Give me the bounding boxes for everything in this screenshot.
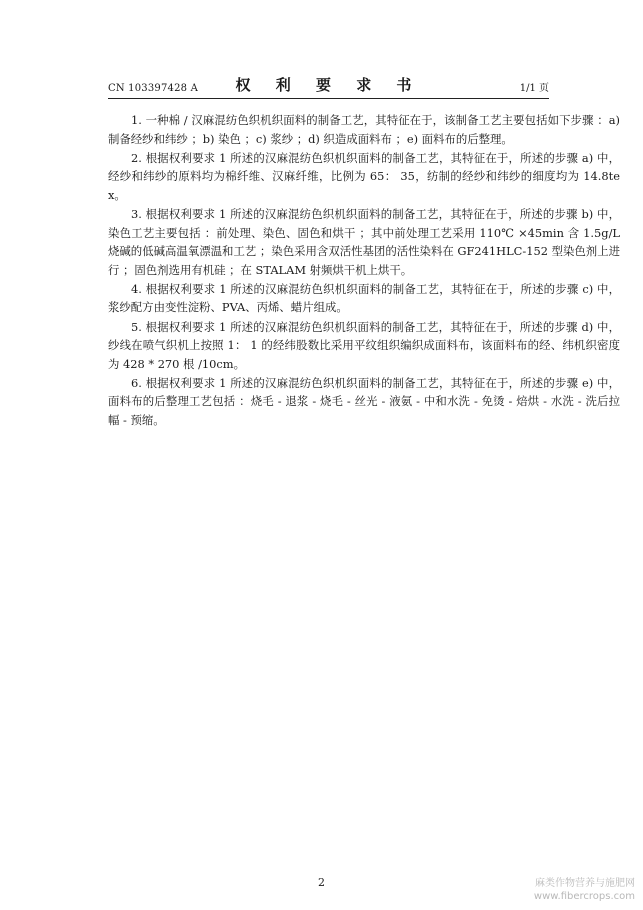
claims-body	[108, 111, 620, 430]
claim-4: 4. 根据权利要求 1 所述的汉麻混纺色织机织面料的制备工艺，其特征在于，所述的步骤 c) 中，浆纱配方由变性淀粉、PVA、丙烯、蜡片组成。	[108, 281, 620, 315]
page-number: 2	[318, 876, 325, 889]
claim-3: 3. 根据权利要求 1 所述的汉麻混纺色织机织面料的制备工艺，其特征在于，所述的步骤 b) 中，染色工艺主要包括 ：前处理、染色、固色和烘干 ；其中前处理工艺采用 110℃ ×45min 含 1.5g/L 烧碱的低碱高温氧漂温和工艺 ；染色采用含双活性基团的活性染料在 GF241HLC-152 型染色剂上进行 ；固色剂选用有机硅 ；在 STALAM 射频烘干机上烘干。	[108, 206, 620, 277]
watermark-url: www.fibercrops.com	[533, 891, 635, 902]
watermark	[534, 877, 635, 903]
watermark-site-name: 麻类作物营养与施肥网	[535, 878, 635, 889]
document-title: 权 利 要 求 书	[235, 76, 422, 94]
page-header	[108, 74, 549, 99]
claim-1: 1. 一种棉 / 汉麻混纺色织机织面料的制备工艺，其特征在于，该制备工艺主要包括如下步骤 ：a) 制备经纱和纬纱 ；b) 染色 ；c) 浆纱 ；d) 织造成面料布 ；e) 面料布的后整理。	[108, 113, 620, 146]
page-count: 1/1 页	[519, 83, 549, 94]
claim-2: 2. 根据权利要求 1 所述的汉麻混纺色织机织面料的制备工艺，其特征在于，所述的步骤 a) 中，经纱和纬纱的原料均为棉纤维、汉麻纤维，比例为 65： 35，纺制的经纱和纬纱的细度均为 14.8tex。	[108, 150, 620, 202]
publication-number: CN 103397428 A	[108, 83, 199, 94]
claim-6: 6. 根据权利要求 1 所述的汉麻混纺色织机织面料的制备工艺，其特征在于，所述的步骤 e) 中，面料布的后整理工艺包括 ：烧毛 - 退浆 - 烧毛 - 丝光 - 液氨 - 中和水洗 - 免烫 - 焙烘 - 水洗 - 洗后拉幅 - 预缩。	[108, 375, 620, 427]
claim-5: 5. 根据权利要求 1 所述的汉麻混纺色织机织面料的制备工艺，其特征在于，所述的步骤 d) 中，纱线在喷气织机上按照 1： 1 的经纬股数比采用平纹组织编织成面料布，该面料布的经、纬机织密度为 428 * 270 根 /10cm。	[108, 319, 620, 371]
